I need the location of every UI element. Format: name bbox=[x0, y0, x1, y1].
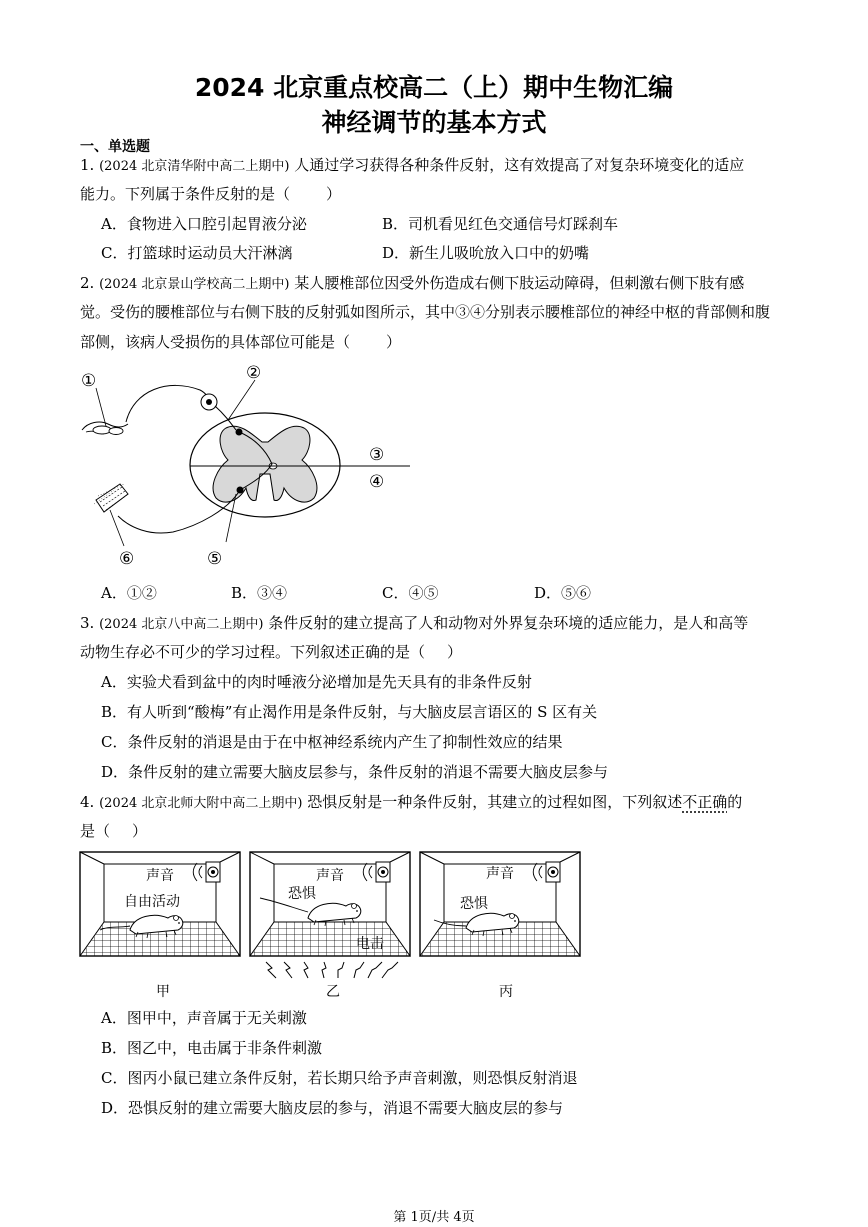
label-3: ③ bbox=[369, 445, 385, 465]
caption-yi: 乙 bbox=[326, 984, 340, 1000]
q1-line1 bbox=[80, 155, 744, 177]
receptor-icon bbox=[82, 422, 128, 435]
q4-option-a: A．图甲中，声音属于无关刺激 bbox=[101, 1009, 307, 1027]
panel-jia-sound: 声音 bbox=[146, 868, 174, 884]
afferent-nerve bbox=[126, 385, 209, 422]
q4-line2 bbox=[80, 821, 147, 841]
q2-text-d: ） bbox=[386, 333, 402, 351]
panel-bing bbox=[420, 852, 580, 956]
panel-jia bbox=[80, 852, 240, 956]
q1-source: (2024 北京清华附中高二上期中) bbox=[99, 159, 290, 174]
reflex-arc-figure bbox=[78, 360, 423, 575]
q4-option-d: D．恐惧反射的建立需要大脑皮层的参与，消退不需要大脑皮层的参与 bbox=[101, 1099, 564, 1117]
q1-text-c: ） bbox=[326, 185, 342, 203]
q3-line2 bbox=[80, 642, 462, 662]
q1-option-a: A．食物进入口腔引起胃液分泌 bbox=[101, 215, 307, 233]
panel-yi-shock: 电击 bbox=[356, 936, 384, 952]
q4-source: (2024 北京北师大附中高二上期中) bbox=[99, 796, 303, 811]
label-6: ⑥ bbox=[119, 549, 135, 569]
label-2: ② bbox=[246, 363, 262, 383]
label-4: ④ bbox=[369, 472, 385, 492]
q2-line2: 觉。受伤的腰椎部位与右侧下肢的反射弧如图所示，其中③④分别表示腰椎部位的神经中枢的背部侧和腹 bbox=[80, 303, 771, 321]
q4-option-c: C．图丙小鼠已建立条件反射，若长期只给予声音刺激，则恐惧反射消退 bbox=[101, 1069, 578, 1087]
q3-text-c: ） bbox=[447, 643, 463, 661]
q1-line2 bbox=[80, 184, 341, 204]
q1-number: 1. bbox=[80, 156, 95, 174]
page-title: 2024 北京重点校高二（上）期中生物汇编 bbox=[194, 73, 674, 102]
shock-bolts-icon bbox=[266, 962, 398, 978]
caption-bing: 丙 bbox=[499, 984, 513, 1000]
q4-text-b: 是（ bbox=[80, 822, 111, 840]
q1-option-b: B．司机看见红色交通信号灯踩刹车 bbox=[382, 215, 619, 233]
label-1: ① bbox=[81, 371, 97, 391]
q4-number: 4. bbox=[80, 793, 95, 811]
q2-text-a: 某人腰椎部位因受外伤造成右侧下肢运动障碍，但刺激右侧下肢有感 bbox=[294, 274, 745, 292]
q1-text-a: 人通过学习获得各种条件反射，这有效提高了对复杂环境变化的适应 bbox=[294, 156, 745, 174]
q1-text-b: 能力。下列属于条件反射的是（ bbox=[80, 185, 291, 203]
page-subtitle: 神经调节的基本方式 bbox=[321, 108, 547, 137]
q3-number: 3. bbox=[80, 614, 95, 632]
q3-source: (2024 北京八中高二上期中) bbox=[99, 617, 264, 632]
panel-yi bbox=[250, 852, 410, 978]
q2-text-c: 部侧，该病人受损伤的具体部位可能是（ bbox=[80, 333, 351, 351]
caption-jia: 甲 bbox=[156, 984, 170, 1000]
section-heading: 一、单选题 bbox=[80, 139, 150, 155]
panel-yi-state: 恐惧 bbox=[288, 886, 316, 902]
q3-option-b: B．有人听到“酸梅”有止渴作用是条件反射，与大脑皮层言语区的 S 区有关 bbox=[101, 703, 598, 721]
q4-line1 bbox=[80, 792, 742, 814]
q1-option-c: C．打篮球时运动员大汗淋漓 bbox=[101, 244, 293, 262]
q2-number: 2. bbox=[80, 274, 95, 292]
q3-option-d: D．条件反射的建立需要大脑皮层参与，条件反射的消退不需要大脑皮层参与 bbox=[101, 763, 609, 781]
q4-text-c: ） bbox=[132, 822, 148, 840]
q2-line1 bbox=[80, 273, 744, 295]
q1-option-d: D．新生儿吸吮放入口中的奶嘴 bbox=[382, 244, 590, 262]
panel-yi-sound: 声音 bbox=[316, 868, 344, 884]
q2-line3 bbox=[80, 332, 401, 352]
q3-option-a: A．实验犬看到盆中的肉时唾液分泌增加是先天具有的非条件反射 bbox=[101, 673, 532, 691]
page-footer: 第 1页/共 4页 bbox=[393, 1210, 475, 1225]
q4-option-b: B．图乙中，电击属于非条件刺激 bbox=[101, 1039, 323, 1057]
q4-text-a2: 的 bbox=[727, 793, 743, 811]
panel-bing-sound: 声音 bbox=[486, 866, 514, 882]
q2-option-a: A．①② bbox=[101, 584, 157, 602]
q2-option-c: C．④⑤ bbox=[382, 584, 439, 602]
q3-option-c: C．条件反射的消退是由于在中枢神经系统内产生了抑制性效应的结果 bbox=[101, 733, 563, 751]
q2-option-b: B．③④ bbox=[231, 584, 288, 602]
q2-source: (2024 北京景山学校高二上期中) bbox=[99, 277, 290, 292]
q2-option-d: D．⑤⑥ bbox=[534, 584, 592, 602]
panel-jia-state: 自由活动 bbox=[124, 894, 180, 910]
q3-text-b: 动物生存必不可少的学习过程。下列叙述正确的是（ bbox=[80, 643, 426, 661]
q3-line1 bbox=[80, 613, 748, 635]
fear-reflex-figure bbox=[78, 850, 584, 1002]
q4-emphasis: 不正确 bbox=[682, 793, 728, 811]
effector-muscle-icon bbox=[94, 484, 128, 512]
q3-text-a: 条件反射的建立提高了人和动物对外界复杂环境的适应能力，是人和高等 bbox=[268, 614, 749, 632]
panel-bing-state: 恐惧 bbox=[460, 896, 488, 912]
q4-text-a: 恐惧反射是一种条件反射，其建立的过程如图，下列叙述 bbox=[307, 793, 683, 811]
label-5: ⑤ bbox=[207, 549, 223, 569]
